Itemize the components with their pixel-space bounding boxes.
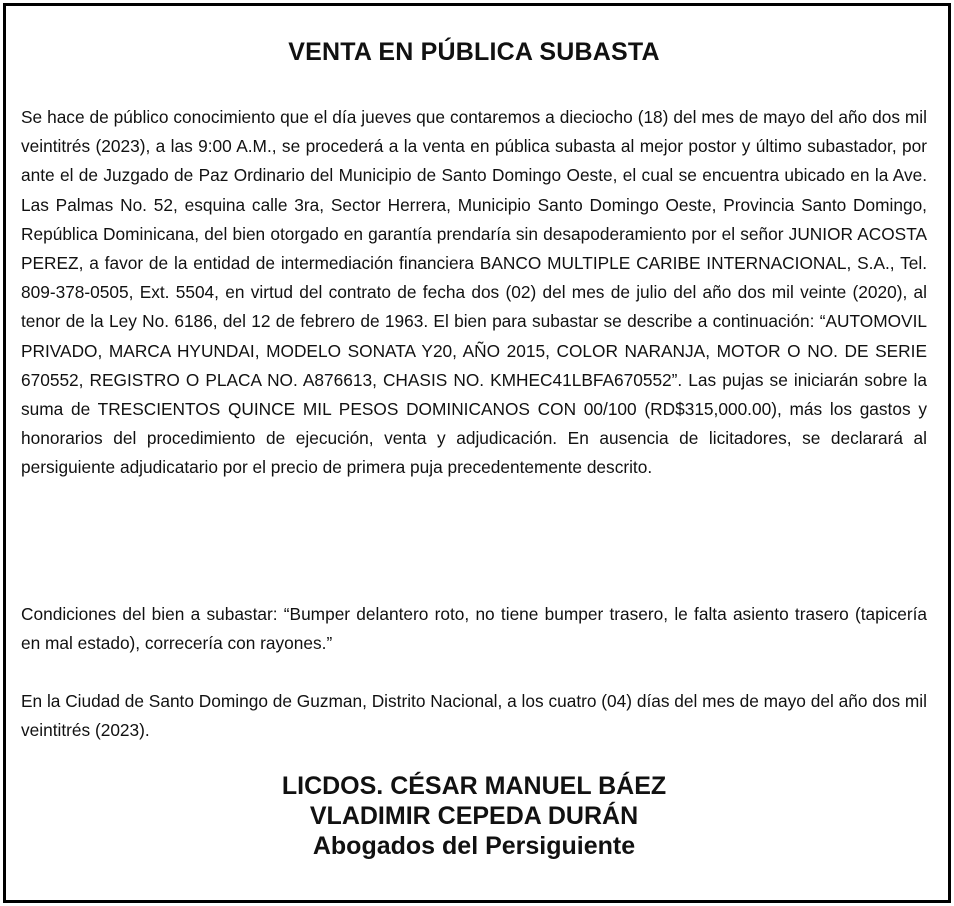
- signature-line-attorney-2: VLADIMIR CEPEDA DURÁN: [309, 802, 639, 830]
- signature-line-role: Abogados del Persiguiente: [312, 832, 636, 860]
- signature-line-attorney-1: LICDOS. CÉSAR MANUEL BÁEZ: [281, 772, 667, 800]
- signature-block: [21, 771, 927, 861]
- legal-notice-frame: [3, 3, 951, 903]
- notice-title: VENTA EN PÚBLICA SUBASTA: [288, 38, 660, 66]
- notice-paragraph-place-date: En la Ciudad de Santo Domingo de Guzman, Distrito Nacional, a los cuatro (04) días del mes de mayo del año dos mil veintitrés (2023).: [21, 691, 927, 741]
- notice-paragraph-auction-details: Se hace de público conocimiento que el día jueves que contaremos a dieciocho (18) del mes de mayo del año dos mil veintitrés (2023), a las 9:00 A.M., se procederá a la venta en pública subasta al mejor postor y último subastador, por ante el de Juzgado de Paz Ordinario del Municipio de Santo Domingo Oeste, el cual se encuentra ubicado en la Ave. Las Palmas No. 52, esquina calle 3ra, Sector Herrera, Municipio Santo Domingo Oeste, Provincia Santo Domingo, República Dominicana, del bien otorgado en garantía prendaría sin desapoderamiento por el señor JUNIOR ACOSTA PEREZ, a favor de la entidad de intermediación financiera BANCO MULTIPLE CARIBE INTERNACIONAL, S.A., Tel. 809-378-0505, Ext. 5504, en virtud del contrato de fecha dos (02) del mes de julio del año dos mil veinte (2020), al tenor de la Ley No. 6186, del 12 de febrero de 1963. El bien para subastar se describe a continuación: “AUTOMOVIL PRIVADO, MARCA HYUNDAI, MODELO SONATA Y20, AÑO 2015, COLOR NARANJA, MOTOR O NO. DE SERIE 670552, REGISTRO O PLACA NO. A876613, CHASIS NO. KMHEC41LBFA670552”. Las pujas se iniciarán sobre la suma de TRESCIENTOS QUINCE MIL PESOS DOMINICANOS CON 00/100 (RD$315,000.00), más los gastos y honorarios del procedimiento de ejecución, venta y adjudicación. En ausencia de licitadores, se declarará al persiguiente adjudicatario por el precio de primera puja precedentemente descrito.: [21, 107, 927, 478]
- notice-paragraph-conditions: Condiciones del bien a subastar: “Bumper delantero roto, no tiene bumper trasero, le falta asiento trasero (tapicería en mal estado), correcería con rayones.”: [21, 604, 927, 654]
